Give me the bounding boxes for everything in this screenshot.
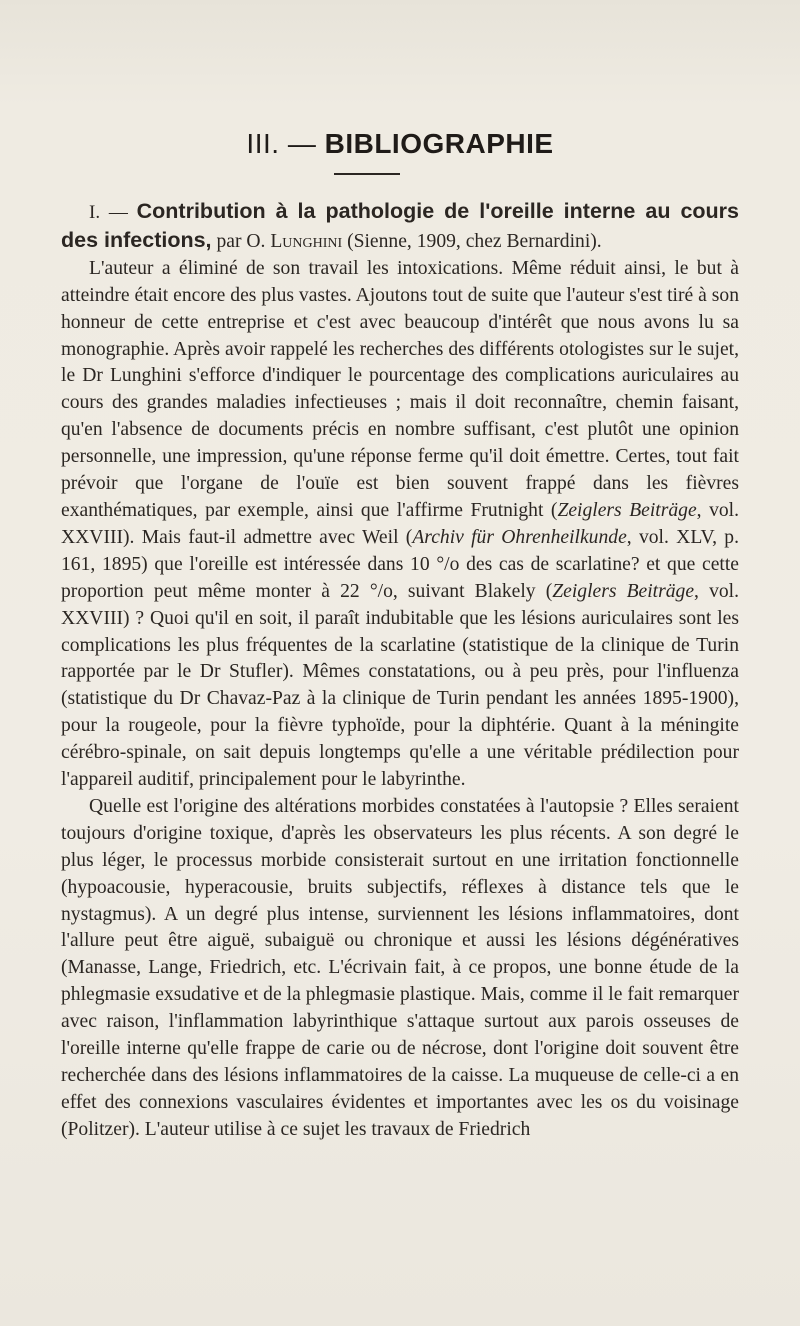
entry-number: I. — — [89, 202, 137, 223]
paragraph-text: , vol. XLV, p. 161, 1895) que l'oreille est intéressée dans 10 °/o des cas de scarlatine? et que cette proportion peut même monter à 22 °/o, suivant Blakely ( — [61, 526, 739, 602]
article-body — [61, 198, 739, 1144]
paragraph-text: , vol. XXVIII). Mais faut-il admettre avec Weil ( — [61, 499, 740, 548]
paragraphs — [61, 256, 739, 1144]
cited-journal: Zeiglers Beiträge — [552, 580, 695, 602]
body-paragraph — [61, 256, 739, 794]
section-title: BIBLIOGRAPHIE — [324, 128, 554, 159]
entry-publication: (Sienne, 1909, chez Bernardini). — [342, 230, 602, 252]
entry-by: par O. — [211, 230, 271, 252]
body-paragraph — [61, 794, 739, 1144]
cited-journal: Zeiglers Beiträge — [557, 499, 697, 521]
cited-journal: Archiv für Ohrenheilkunde — [412, 526, 627, 548]
section-heading — [0, 128, 800, 160]
paragraph-text: Quelle est l'origine des altérations morbides constatées à l'autopsie ? Elles seraient toujours d'origine toxique, d'après les observateurs les plus récents. A son degré le plus léger, le processus morbide consisterait surtout en une irritation fonctionnelle (hypoacousie, hyperacousie, bruits subjectifs, réflexes à distance tels que le nystagmus). A un degré plus intense, surviennent les lésions inflammatoires, dont l'allure peut être aiguë, subaiguë ou chronique et aussi les lésions dégénératives (Manasse, Lange, Friedrich, etc. L'écrivain fait, à ce propos, une bonne étude de la phlegmasie exsudative et de la phlegmasie plastique. Mais, comme il le fait remarquer avec raison, l'inflammation labyrinthique s'attaque surtout aux parois osseuses de l'oreille interne qu'elle frappe de carie ou de nécrose, dont l'origine doit souvent être recherchée dans des lésions inflammatoires de la caisse. La muqueuse de celle-ci a en effet des connexions vasculaires évidentes et importantes avec les os du voisinage (Politzer). L'auteur utilise à ce sujet les travaux de Friedrich — [61, 795, 739, 1140]
entry-title: Contribution à la pathologie de l'oreille interne au cours des infections, — [61, 199, 740, 252]
paragraph-text: , vol. XXVIII) ? Quoi qu'il en soit, il paraît indubitable que les lésions auriculaires sont les complications les plus fréquentes de la scarlatine (statistique de la clinique de Turin rapportée par le Dr Stufler). Mêmes constatations, ou à peu près, pour l'influenza (statistique du Dr Chavaz-Paz à la clinique de Turin pendant les années 1895-1900), pour la rougeole, pour la fièvre typhoïde, pour la diphtérie. Quant à la méningite cérébro-spinale, on sait depuis longtemps qu'elle a une véritable prédilection pour l'appareil auditif, principalement pour le labyrinthe. — [61, 580, 739, 791]
entry-author: Lunghini — [270, 230, 343, 252]
entry-heading — [61, 198, 739, 256]
heading-rule — [334, 173, 400, 175]
section-number: III. — [246, 128, 280, 159]
section-dash: — — [279, 128, 325, 159]
paragraph-text: L'auteur a éliminé de son travail les intoxications. Même réduit ainsi, le but à atteindre était encore des plus vastes. Ajoutons tout de suite que l'auteur s'est tiré à son honneur de cette entreprise et c'est avec beaucoup d'intérêt que nous avons lu sa monographie. Après avoir rappelé les recherches des différents otologistes sur le sujet, le Dr Lunghini s'efforce d'indiquer le pourcentage des complications auriculaires au cours des grandes maladies infectieuses ; mais il doit reconnaître, chemin faisant, qu'en l'absence de documents précis en nombre suffisant, c'est plutôt une opinion personnelle, une impression, qu'une réponse ferme qu'il doit émettre. Certes, tout fait prévoir que l'organe de l'ouïe est bien souvent frappé dans les fièvres exanthématiques, par exemple, ainsi que l'affirme Frutnight ( — [61, 257, 739, 521]
